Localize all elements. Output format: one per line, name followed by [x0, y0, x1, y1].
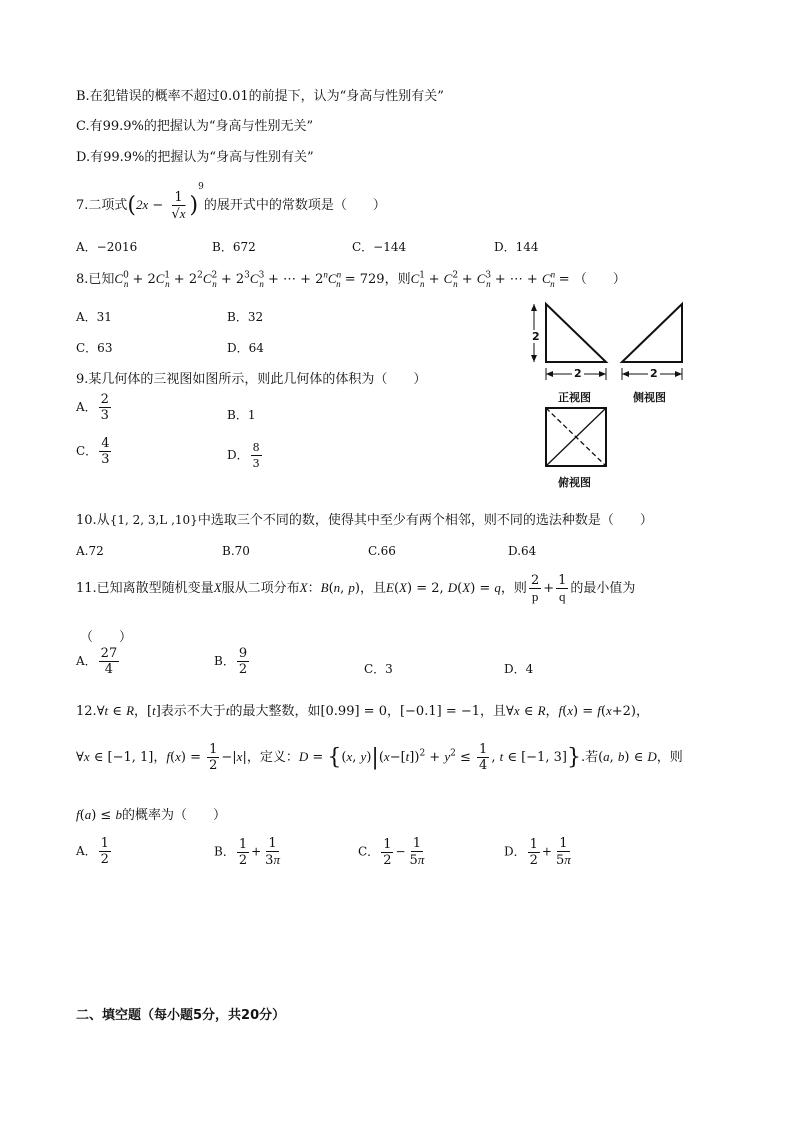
q7-stem: 7.二项式(2x − $\frac{1}{√x}$ )$^9$的展开式中的常数项是（ ） — [76, 182, 386, 222]
q8-prefix: 8.已知 — [76, 272, 115, 287]
q9-option-d: D． $\frac{8}{3}$ — [227, 441, 260, 470]
q9-option-b: B．1 — [227, 408, 256, 422]
front-width-dim-label: 2 — [574, 367, 582, 380]
side-view-label: 侧视图 — [633, 391, 666, 404]
q6-option-d: D.有99.9%的把握认为“身高与性别有关” — [76, 150, 314, 165]
q12-option-a: A． $\frac{1}{2}$ — [76, 836, 109, 867]
q12-option-c: C． $\frac{1}{2}$ − $\frac{1}{5\pi}$ — [358, 836, 425, 868]
q12-option-b: B． $\frac{1}{2}$ + $\frac{1}{3\pi}$ — [214, 836, 280, 868]
q9-option-a: A． $\frac{2}{3}$ — [76, 392, 109, 423]
q8-option-b: B．32 — [227, 310, 264, 324]
front-view-label: 正视图 — [558, 391, 591, 404]
q6-option-c: C.有99.9%的把握认为“身高与性别无关” — [76, 119, 314, 134]
q10-option-a: A.72 — [76, 544, 104, 558]
q7-option-c: C．−144 — [352, 240, 407, 254]
height-arrow-top — [531, 304, 537, 311]
front-width-arrow-right — [599, 371, 606, 377]
q11-stem: 11.已知离散型随机变量X服从二项分布X：B(n, p)，且E(X) = 2, D(X) = q，则 $\frac{2}{p}$ + $\frac{1}{q}$ 的最小值为 — [76, 573, 636, 604]
q6-option-b: B.在犯错误的概率不超过0.01的前提下，认为“身高与性别有关” — [76, 89, 444, 104]
height-arrow-bottom — [531, 355, 537, 362]
q10-option-c: C.66 — [368, 544, 396, 558]
q12-line1: 12.∀t ∈ R，[t]表示不大于t的最大整数，如[0.99] = 0，[−0.1] = −1，且∀x ∈ R，f(x) = f(x+2)， — [76, 703, 649, 719]
three-view-figure — [520, 296, 700, 496]
q7-option-d: D．144 — [494, 240, 539, 254]
side-width-arrow-right — [675, 371, 682, 377]
q11-paren: （ ） — [80, 630, 133, 645]
front-view-triangle — [546, 304, 606, 362]
q7-option-a: A．−2016 — [76, 240, 138, 254]
q9-stem: 9.某几何体的三视图如图所示，则此几何体的体积为（ ） — [76, 372, 427, 387]
section-2-heading: 二、填空题（每小题5分，共20分） — [76, 1008, 286, 1023]
q8-option-c: C．63 — [76, 341, 113, 355]
q8-stem: 8.已知$C^0_n + 2C^1_n + 2^2C^2_n + 2^3C^3_n$ + ⋯ + $2^nC^n_n = 729$，则$C^1_n + C^2_n + C^3_n$ + ⋯ + $C^n_n$ = （ ） — [76, 269, 626, 289]
height-dim-label: 2 — [532, 330, 540, 343]
q10-stem: 10.从{1, 2, 3,L ,10}中选取三个不同的数，使得其中至少有两个相邻，则不同的选法种数是（ ） — [76, 513, 653, 528]
q11-option-c: C．3 — [364, 662, 393, 676]
side-width-arrow-left — [622, 371, 629, 377]
q12-option-d: D． $\frac{1}{2}$ + $\frac{1}{5\pi}$ — [504, 836, 571, 868]
q8-suffix: （ ） — [573, 272, 626, 287]
q8-option-d: D．64 — [227, 341, 264, 355]
q10-option-d: D.64 — [508, 544, 537, 558]
q7-option-b: B．672 — [212, 240, 256, 254]
side-view-triangle — [622, 304, 682, 362]
q11-option-d: D．4 — [504, 662, 534, 676]
q7-prefix: 7.二项式 — [76, 198, 128, 213]
q9-option-c: C． $\frac{4}{3}$ — [76, 436, 110, 467]
q12-line2: ∀x ∈ [−1, 1]，f(x) = $\frac{1}{2}$ −|x|，定义：D = {(x, $y)|(x-[t])^2 + y^2$ ≤ $\frac{1}{4}$ , t ∈ [−1, 3]}.若(a, b) ∈ D，则 — [76, 742, 683, 773]
q11-option-a: A． $\frac{27}{4}$ — [76, 646, 118, 677]
q10-option-b: B.70 — [222, 544, 250, 558]
q8-middle: ，则 — [384, 272, 411, 287]
q11-option-b: B． $\frac{9}{2}$ — [214, 646, 248, 677]
front-width-arrow-left — [546, 371, 553, 377]
q10-set: {1, 2, 3,L ,10} — [109, 513, 198, 527]
top-view-label: 俯视图 — [558, 476, 591, 489]
q7-suffix: 的展开式中的常数项是（ ） — [203, 198, 386, 213]
q12-line3: f(a) ≤ b的概率为（ ） — [76, 807, 226, 823]
q8-option-a: A．31 — [76, 310, 112, 324]
side-width-dim-label: 2 — [650, 367, 658, 380]
